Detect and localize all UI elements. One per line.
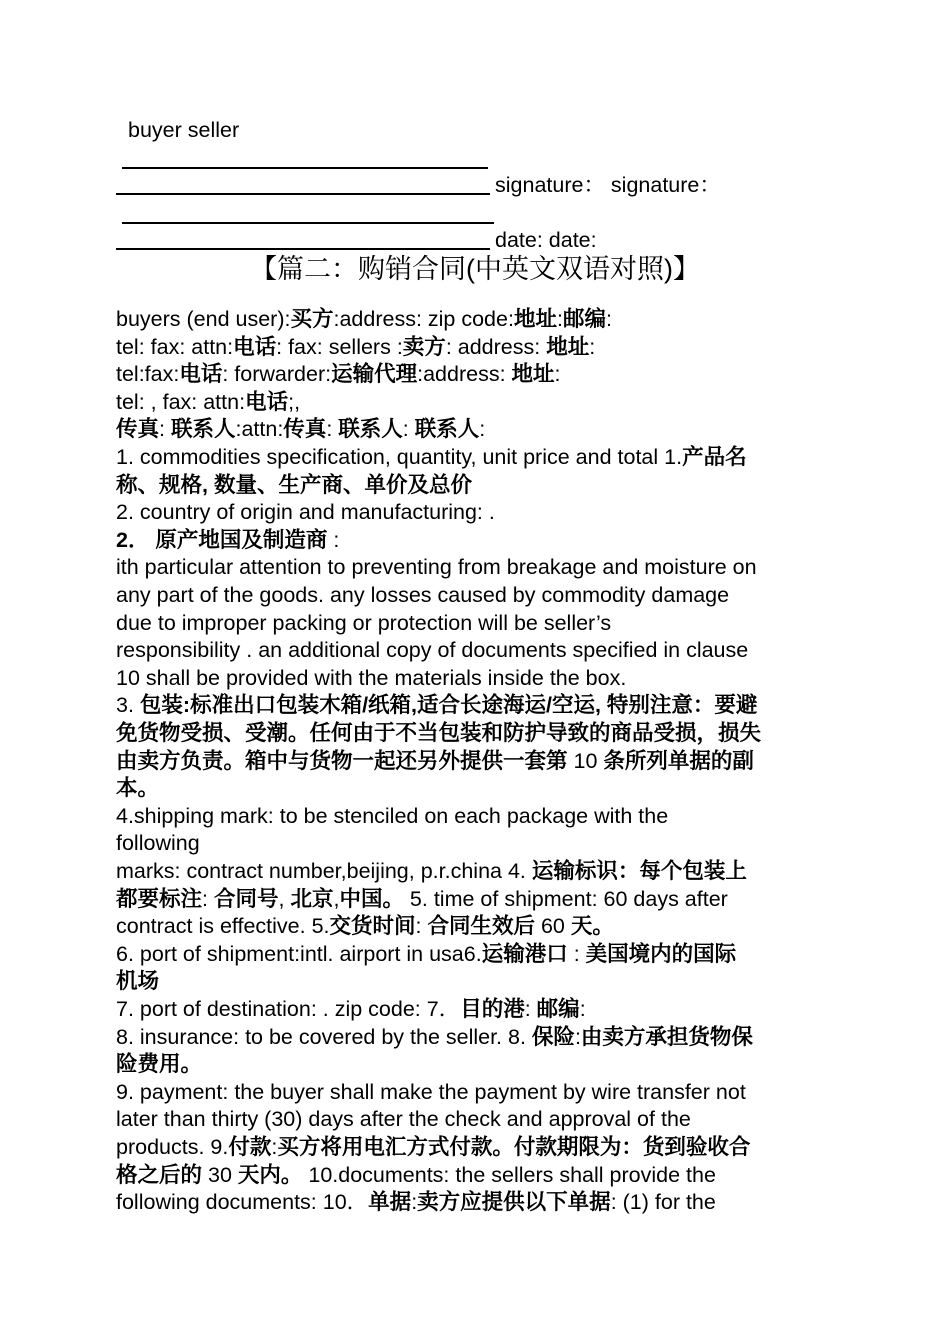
text-segment: : xyxy=(402,417,415,442)
text-segment: 4.shipping mark: to be stenciled on each package with the xyxy=(116,803,669,828)
bold-text-segment: 本。 xyxy=(116,776,160,801)
text-segment: 30 xyxy=(202,1162,238,1187)
text-line xyxy=(116,637,836,665)
bold-text-segment: 运输标识：每个包装上 xyxy=(531,859,747,883)
text-line xyxy=(116,1051,836,1079)
bold-text-segment: 传真 xyxy=(283,417,327,442)
bold-text-segment: 合同号 xyxy=(213,886,279,911)
text-segment: , xyxy=(333,886,340,911)
text-line xyxy=(116,610,836,638)
bold-text-segment: 天。 xyxy=(570,914,614,939)
bold-text-segment: 险费用。 xyxy=(116,1052,203,1077)
text-segment: tel: fax: attn: xyxy=(116,334,234,359)
text-line xyxy=(116,968,836,996)
signature-parties: buyer seller xyxy=(128,118,240,142)
text-segment: 9. payment: the buyer shall make the payment by wire transfer not xyxy=(116,1079,746,1104)
text-line xyxy=(116,334,836,362)
text-segment: ;, xyxy=(288,389,301,414)
signature-labels: signature： signature： xyxy=(495,173,721,197)
bold-text-segment: 单据 xyxy=(368,1190,412,1215)
text-segment: : xyxy=(327,527,340,552)
bold-text-segment: 运输代理 xyxy=(331,362,418,387)
bold-text-segment: 由卖方承担货物保 xyxy=(580,1024,753,1049)
text-segment: : forwarder: xyxy=(222,362,332,387)
text-line xyxy=(116,582,836,610)
bold-text-segment: 2． 原产地国及制造商 xyxy=(116,527,328,552)
bold-text-segment: 天内。 xyxy=(237,1162,303,1187)
bold-text-segment: 产品名 xyxy=(682,445,747,469)
text-segment: 5. time of shipment: 60 days after xyxy=(403,886,728,911)
text-segment: : fax: sellers : xyxy=(276,334,403,359)
text-line xyxy=(116,886,836,914)
bold-text-segment: 由卖方负责。箱中与货物一起还另外提供一套第 xyxy=(116,748,568,773)
text-line xyxy=(116,913,836,941)
text-line xyxy=(116,996,836,1024)
bold-text-segment: 买方将用电汇方式付款。付款期限为：货到验收合 xyxy=(277,1135,751,1159)
bold-text-segment: 机场 xyxy=(116,969,160,994)
text-line xyxy=(116,748,836,776)
bold-text-segment: 格之后的 xyxy=(116,1162,203,1187)
bold-text-segment: 地址 xyxy=(546,334,590,359)
text-segment: : xyxy=(159,417,171,442)
text-segment: buyers (end user): xyxy=(116,307,291,331)
text-segment: : (1) for the xyxy=(610,1190,716,1215)
text-line xyxy=(116,775,836,803)
bold-text-segment: 包装:标准出口包装木箱/纸箱,适合长途海运/空运, 特别注意：要避 xyxy=(139,693,758,718)
text-segment: : xyxy=(415,914,428,939)
text-segment: 10 xyxy=(567,748,604,773)
bold-text-segment: 合同生效后 xyxy=(427,914,535,939)
bold-text-segment: 免货物受损、受潮。任何由于不当包装和防护导致的商品受损，损失 xyxy=(116,721,762,745)
bold-text-segment: 北京 xyxy=(290,886,334,911)
text-segment: later than thirty (30) days after the check and approval of the xyxy=(116,1107,691,1132)
bold-text-segment: 联系人 xyxy=(414,417,480,442)
text-line xyxy=(116,416,836,444)
text-segment: due to improper packing or protection will be seller’s xyxy=(116,610,612,635)
bold-text-segment: 地址 xyxy=(513,307,557,331)
signature-line xyxy=(116,193,490,195)
bold-text-segment: 保险 xyxy=(531,1024,575,1049)
text-segment: 8. insurance: to be covered by the seller. 8. xyxy=(116,1024,532,1049)
text-segment: tel:fax: xyxy=(116,362,180,387)
text-segment: : xyxy=(554,362,561,387)
text-line xyxy=(116,527,836,555)
text-line xyxy=(116,389,836,417)
text-segment: 6. port of shipment:intl. airport in usa6. xyxy=(116,941,482,966)
date-line xyxy=(116,248,490,250)
text-segment: 60 xyxy=(535,914,571,939)
bold-text-segment: 美国境内的国际 xyxy=(585,941,737,966)
bold-text-segment: 付款 xyxy=(228,1135,272,1159)
text-segment: 1. commodities specification, quantity, unit price and total 1. xyxy=(116,445,683,469)
text-segment: marks: contract number,beijing, p.r.china 4. xyxy=(116,859,532,883)
bold-text-segment: 联系人 xyxy=(170,417,236,442)
bold-text-segment: 邮编 xyxy=(536,997,580,1021)
text-line xyxy=(116,830,836,858)
text-segment: 10 shall be provided with the materials inside the box. xyxy=(116,665,627,690)
bold-text-segment: 条所列单据的副 xyxy=(603,748,754,773)
text-segment: : xyxy=(567,941,586,966)
text-line xyxy=(116,941,836,969)
text-segment: products. 9. xyxy=(116,1135,229,1159)
text-line xyxy=(116,803,836,831)
text-segment: : xyxy=(411,1190,418,1215)
text-line xyxy=(116,554,836,582)
text-line xyxy=(116,858,836,886)
bold-text-segment: 电话 xyxy=(245,389,289,414)
text-segment: 10.documents: the sellers shall provide the xyxy=(302,1162,716,1187)
text-segment: any part of the goods. any losses caused by commodity damage xyxy=(116,583,730,607)
text-line xyxy=(116,720,836,748)
text-line xyxy=(116,1106,836,1134)
text-line xyxy=(116,306,836,334)
bold-text-segment: 电话 xyxy=(233,334,277,359)
text-segment: : xyxy=(589,334,596,359)
signature-line xyxy=(122,167,488,169)
text-line xyxy=(116,361,836,389)
text-line xyxy=(116,1162,836,1190)
text-segment: :attn: xyxy=(235,417,284,442)
text-segment: 2. country of origin and manufacturing: . xyxy=(116,500,495,525)
text-line xyxy=(116,1079,836,1107)
text-line xyxy=(116,1189,836,1217)
text-line xyxy=(116,499,836,527)
text-line xyxy=(116,472,836,500)
section-title: 【篇二：购销合同(中英文双语对照)】 xyxy=(250,254,700,284)
text-segment: :address: xyxy=(417,362,512,387)
text-segment: ith particular attention to preventing from breakage and moisture on xyxy=(116,555,757,580)
text-segment: : xyxy=(479,417,486,442)
text-segment: tel: , fax: attn: xyxy=(116,389,246,414)
text-segment: 7. port of destination: . zip code: 7． xyxy=(116,997,461,1021)
text-segment: :address: zip code: xyxy=(333,307,514,331)
bold-text-segment: 中国。 xyxy=(339,886,404,911)
text-segment: : xyxy=(556,307,563,331)
bold-text-segment: 运输港口 xyxy=(481,941,568,966)
bold-text-segment: 地址 xyxy=(511,362,555,387)
text-segment: , xyxy=(278,886,291,911)
bold-text-segment: 都要标注 xyxy=(116,886,203,911)
text-segment: contract is effective. 5. xyxy=(116,914,330,939)
text-segment: : xyxy=(574,1024,581,1049)
text-segment: : address: xyxy=(445,334,547,359)
text-segment: following documents: 10． xyxy=(116,1190,369,1215)
text-segment: following xyxy=(116,831,200,856)
text-line xyxy=(116,692,836,720)
date-line xyxy=(122,222,494,224)
text-segment: : xyxy=(202,886,214,911)
bold-text-segment: 联系人 xyxy=(338,417,403,442)
text-segment: : xyxy=(579,997,586,1021)
bold-text-segment: 传真 xyxy=(116,417,160,442)
bold-text-segment: 目的港 xyxy=(460,997,525,1021)
date-labels: date: date: xyxy=(495,228,597,252)
bold-text-segment: 电话 xyxy=(179,362,223,387)
text-segment: 3. xyxy=(116,693,140,718)
text-segment: : xyxy=(326,417,339,442)
bold-text-segment: 邮编 xyxy=(562,307,606,331)
text-line xyxy=(116,665,836,693)
text-segment: : xyxy=(271,1135,278,1159)
bold-text-segment: 称、规格, 数量、生产商、单价及总价 xyxy=(116,472,472,497)
bold-text-segment: 交货时间 xyxy=(329,914,416,939)
text-line xyxy=(116,1024,836,1052)
bold-text-segment: 买方 xyxy=(290,307,334,331)
text-segment: : xyxy=(605,307,612,331)
text-line xyxy=(116,1134,836,1162)
text-line xyxy=(116,444,836,472)
bold-text-segment: 卖方 xyxy=(402,334,446,359)
text-segment: responsibility . an additional copy of documents specified in clause xyxy=(116,638,749,663)
text-segment: : xyxy=(524,997,537,1021)
bold-text-segment: 卖方应提供以下单据 xyxy=(417,1190,611,1215)
